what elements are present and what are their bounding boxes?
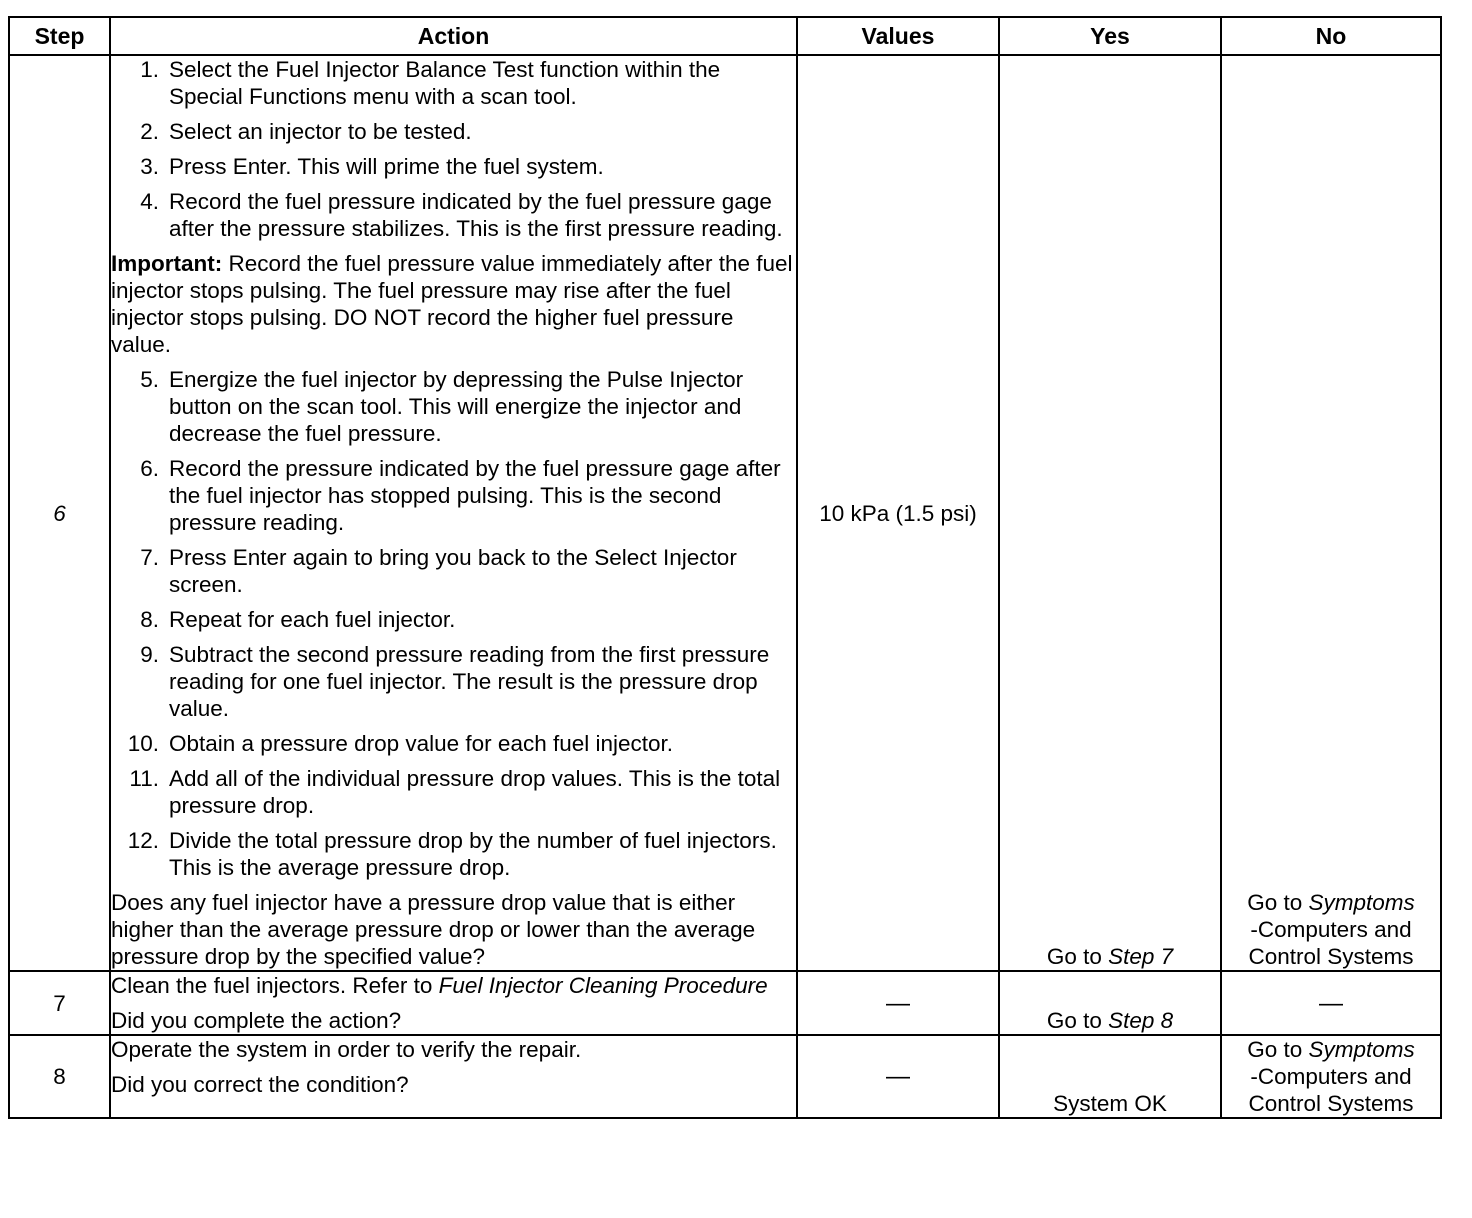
important-note <box>111 250 796 358</box>
value-cell: — <box>797 971 999 1035</box>
step-link[interactable]: Step 7 <box>1108 944 1174 969</box>
yes-cell: System OK <box>999 1035 1221 1118</box>
list-item: 1. Select the Fuel Injector Balance Test function within the Special Functions menu with a scan tool. <box>140 57 721 109</box>
list-item: 4. Record the fuel pressure indicated by the fuel pressure gage after the pressure stabilizes. This is the first pressure reading. <box>140 189 783 241</box>
list-item: 7. Press Enter again to bring you back to the Select Injector screen. <box>140 545 737 597</box>
table-row <box>9 55 1441 971</box>
no-cell: — <box>1221 971 1441 1035</box>
list-item: 8. Repeat for each fuel injector. <box>140 607 456 632</box>
symptoms-link[interactable]: Symptoms <box>1308 1037 1415 1062</box>
important-label: Important: <box>111 251 223 276</box>
procedure-link[interactable]: Fuel Injector Cleaning Procedure <box>438 973 768 998</box>
header-row <box>9 17 1441 55</box>
question-text: Did you complete the action? <box>111 1008 402 1033</box>
value-cell: 10 kPa (1.5 psi) <box>797 55 999 971</box>
table-row <box>9 1035 1441 1118</box>
header-action: Action <box>110 17 797 55</box>
step-number: 7 <box>9 971 110 1035</box>
step-number: 8 <box>9 1035 110 1118</box>
question-text: Did you correct the condition? <box>111 1072 409 1097</box>
important-text: Record the fuel pressure value immediately after the fuel injector stops pulsing. The fuel pressure may rise after the fuel injector stops pulsing. DO NOT record the higher fuel pressure value. <box>111 251 793 357</box>
header-step: Step <box>9 17 110 55</box>
list-item: 12. Divide the total pressure drop by the number of fuel injectors. This is the average pressure drop. <box>127 828 777 880</box>
action-cell <box>110 1035 797 1118</box>
header-yes: Yes <box>999 17 1221 55</box>
header-no: No <box>1221 17 1441 55</box>
list-item: 2. Select an injector to be tested. <box>140 119 472 144</box>
value-cell: — <box>797 1035 999 1118</box>
list-item: 6. Record the pressure indicated by the fuel pressure gage after the fuel injector has stopped pulsing. This is the second pressure reading. <box>140 456 781 535</box>
table-row <box>9 971 1441 1035</box>
list-item: 5. Energize the fuel injector by depressing the Pulse Injector button on the scan tool. This will energize the injector and decrease the fuel pressure. <box>140 367 744 446</box>
list-item: 3. Press Enter. This will prime the fuel system. <box>140 154 604 179</box>
header-values: Values <box>797 17 999 55</box>
yes-cell: Go to Step 7 <box>999 55 1221 971</box>
no-cell: Go to Symptoms -Computers and Control Systems <box>1221 1035 1441 1118</box>
question-text: Does any fuel injector have a pressure drop value that is either higher than the average pressure drop or lower than the average pressure drop by the specified value? <box>111 890 756 969</box>
diagnostic-table <box>8 16 1442 1119</box>
list-item: 9. Subtract the second pressure reading from the first pressure reading for one fuel injector. The result is the pressure drop value. <box>140 642 770 721</box>
step-link[interactable]: Step 8 <box>1108 1008 1174 1033</box>
list-item: 10. Obtain a pressure drop value for each fuel injector. <box>127 731 674 756</box>
yes-cell: Go to Step 8 <box>999 971 1221 1035</box>
action-list <box>111 366 796 881</box>
action-cell <box>110 971 797 1035</box>
step-number: 6 <box>9 55 110 971</box>
list-item: 11. Add all of the individual pressure drop values. This is the total pressure drop. <box>129 766 781 818</box>
symptoms-link[interactable]: Symptoms <box>1308 890 1415 915</box>
action-text: Clean the fuel injectors. Refer to Fuel Injector Cleaning Procedure <box>111 973 768 998</box>
action-list <box>111 56 796 242</box>
action-cell <box>110 55 797 971</box>
action-text: Operate the system in order to verify the repair. <box>111 1037 582 1062</box>
no-cell: Go to Symptoms -Computers and Control Systems <box>1221 55 1441 971</box>
